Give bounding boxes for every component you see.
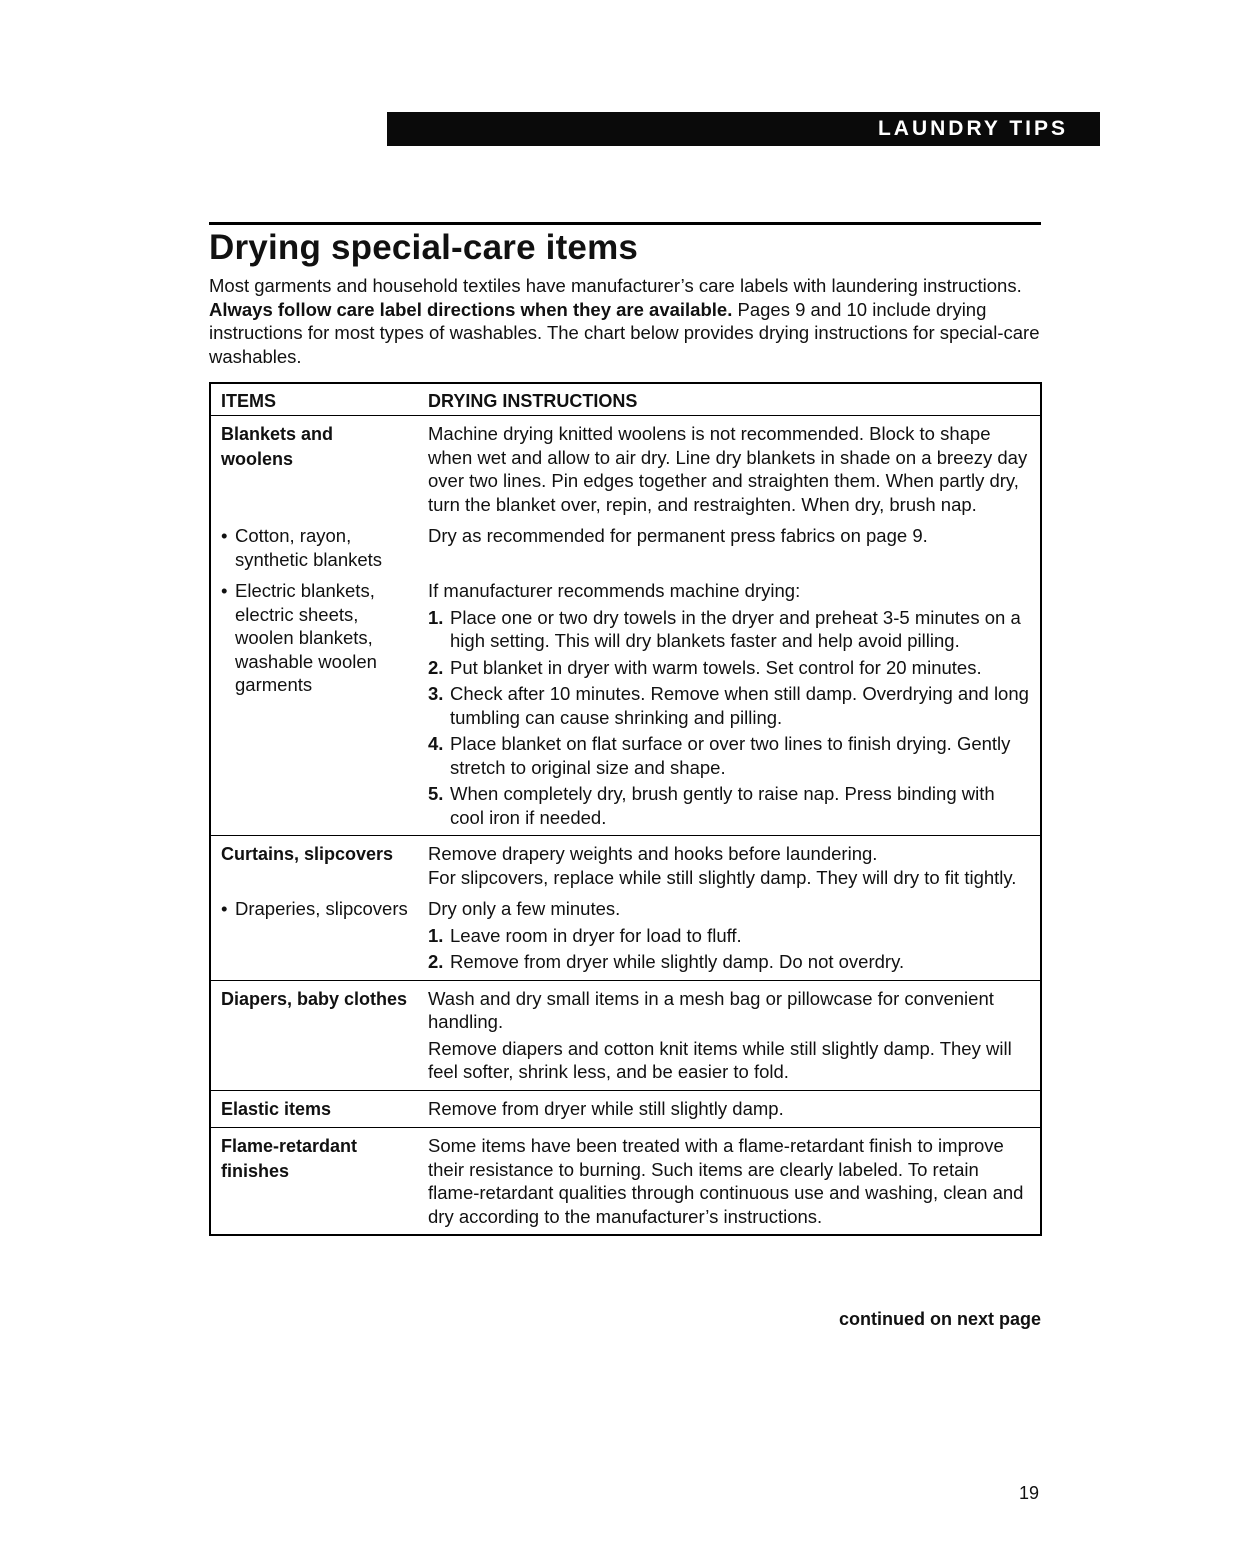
table-row-diapers [210, 980, 1041, 1090]
table-row-electric-blankets [210, 571, 1041, 836]
step-text: Put blanket in dryer with warm towels. Set control for 20 minutes. [450, 656, 982, 678]
section-header-bar [387, 112, 1100, 146]
instruction-text: Dry as recommended for permanent press fabrics on page 9. [428, 525, 928, 546]
table-row-flame-retardant [210, 1128, 1041, 1236]
sub-item [221, 579, 408, 697]
instructions-column-header: DRYING INSTRUCTIONS [418, 383, 1041, 416]
step-item [428, 732, 1030, 779]
step-text: Check after 10 minutes. Remove when still damp. Overdrying and long tumbling can cause shrinking and pilling. [450, 683, 1029, 728]
step-item [428, 682, 1030, 729]
item-name: Elastic items [221, 1098, 332, 1119]
table-row-draperies [210, 889, 1041, 980]
step-text: Remove from dryer while slightly damp. Do not overdry. [450, 951, 905, 972]
table-header-row [210, 383, 1041, 416]
sub-item [221, 524, 408, 571]
step-item [428, 950, 1030, 974]
instruction-text: Dry only a few minutes. [428, 898, 621, 919]
step-number: 5. [428, 783, 444, 804]
sub-item-name: Draperies, slipcovers [235, 898, 408, 919]
table-row-cotton-blankets [210, 516, 1041, 571]
instruction-text: For slipcovers, replace while still slightly damp. They will dry to fit tightly. [428, 866, 1017, 888]
step-number: 3. [428, 683, 444, 704]
step-item [428, 656, 1030, 680]
sub-item-name: Electric blankets, electric sheets, woolen blankets, washable woolen garments [235, 580, 377, 695]
sub-item-name: Cotton, rayon, synthetic blankets [235, 525, 383, 570]
intro-emphasis: Always follow care label directions when they are available. [209, 298, 733, 320]
intro-paragraph [209, 274, 1049, 368]
instruction-text: Remove from dryer while still slightly damp. [428, 1097, 784, 1119]
step-text: Leave room in dryer for load to fluff. [450, 924, 742, 946]
step-number: 1. [428, 924, 444, 946]
sub-item [221, 897, 408, 921]
step-text: When completely dry, brush gently to raise nap. Press binding with cool iron if needed. [450, 783, 995, 828]
step-item [428, 924, 1030, 948]
table-row-elastic [210, 1090, 1041, 1128]
instruction-text: Remove drapery weights and hooks before laundering. [428, 843, 878, 864]
instruction-text: If manufacturer recommends machine drying: [428, 580, 801, 601]
intro-text-end: Pages 9 and 10 include drying instructions for most types of washables. The chart below provides drying instructions for special-care washables. [209, 298, 1040, 367]
step-number: 2. [428, 951, 444, 972]
bullet-icon: • [221, 525, 228, 546]
item-name: Blankets and woolens [221, 424, 334, 469]
step-item [428, 782, 1030, 829]
step-number: 1. [428, 606, 444, 628]
bullet-icon: • [221, 898, 228, 919]
continued-note: continued on next page [838, 1309, 1041, 1329]
item-name: Diapers, baby clothes [221, 988, 408, 1009]
steps-list [428, 606, 1030, 830]
bullet-icon: • [221, 580, 228, 601]
steps-list [428, 924, 1030, 974]
step-number: 4. [428, 733, 444, 754]
drying-instructions-table [209, 382, 1042, 1236]
instruction-text: Wash and dry small items in a mesh bag or pillowcase for convenient handling. [428, 987, 994, 1032]
item-name: Flame-retardant finishes [221, 1136, 358, 1181]
items-column-header: ITEMS [210, 383, 418, 416]
step-text: Place one or two dry towels in the dryer and preheat 3-5 minutes on a high setting. This will dry blankets faster and help avoid pilling. [450, 606, 1021, 651]
instruction-text: Remove diapers and cotton knit items while still slightly damp. They will feel softer, shrink less, and be easier to fold. [428, 1037, 1012, 1082]
step-number: 2. [428, 656, 444, 678]
section-header-label: LAUNDRY TIPS [877, 117, 1068, 140]
step-text: Place blanket on flat surface or over two lines to finish drying. Gently stretch to original size and shape. [450, 733, 1011, 778]
intro-text-start: Most garments and household textiles have manufacturer’s care labels with laundering instructions. [209, 275, 1022, 296]
instruction-text: Machine drying knitted woolens is not recommended. Block to shape when wet and allow to air dry. Line dry blankets in shade on a breezy day over two lines. Pin edges together and straighten them. When partly dry, turn the blanket over, repin, and restraighten. When dry, brush nap. [428, 423, 1028, 515]
page-number: 19 [1018, 1483, 1039, 1503]
item-name: Curtains, slipcovers [221, 844, 394, 864]
table-row-blankets [210, 416, 1041, 517]
instruction-text: Some items have been treated with a flame-retardant finish to improve their resistance to burning. Such items are clearly labeled. To retain flame-retardant qualities through continuous use and washing, clean and dry according to the manufacturer’s instructions. [428, 1135, 1024, 1227]
step-item [428, 606, 1030, 653]
table-row-curtains [210, 836, 1041, 890]
page-title: Drying special-care items [209, 228, 639, 267]
title-rule [209, 222, 1041, 225]
